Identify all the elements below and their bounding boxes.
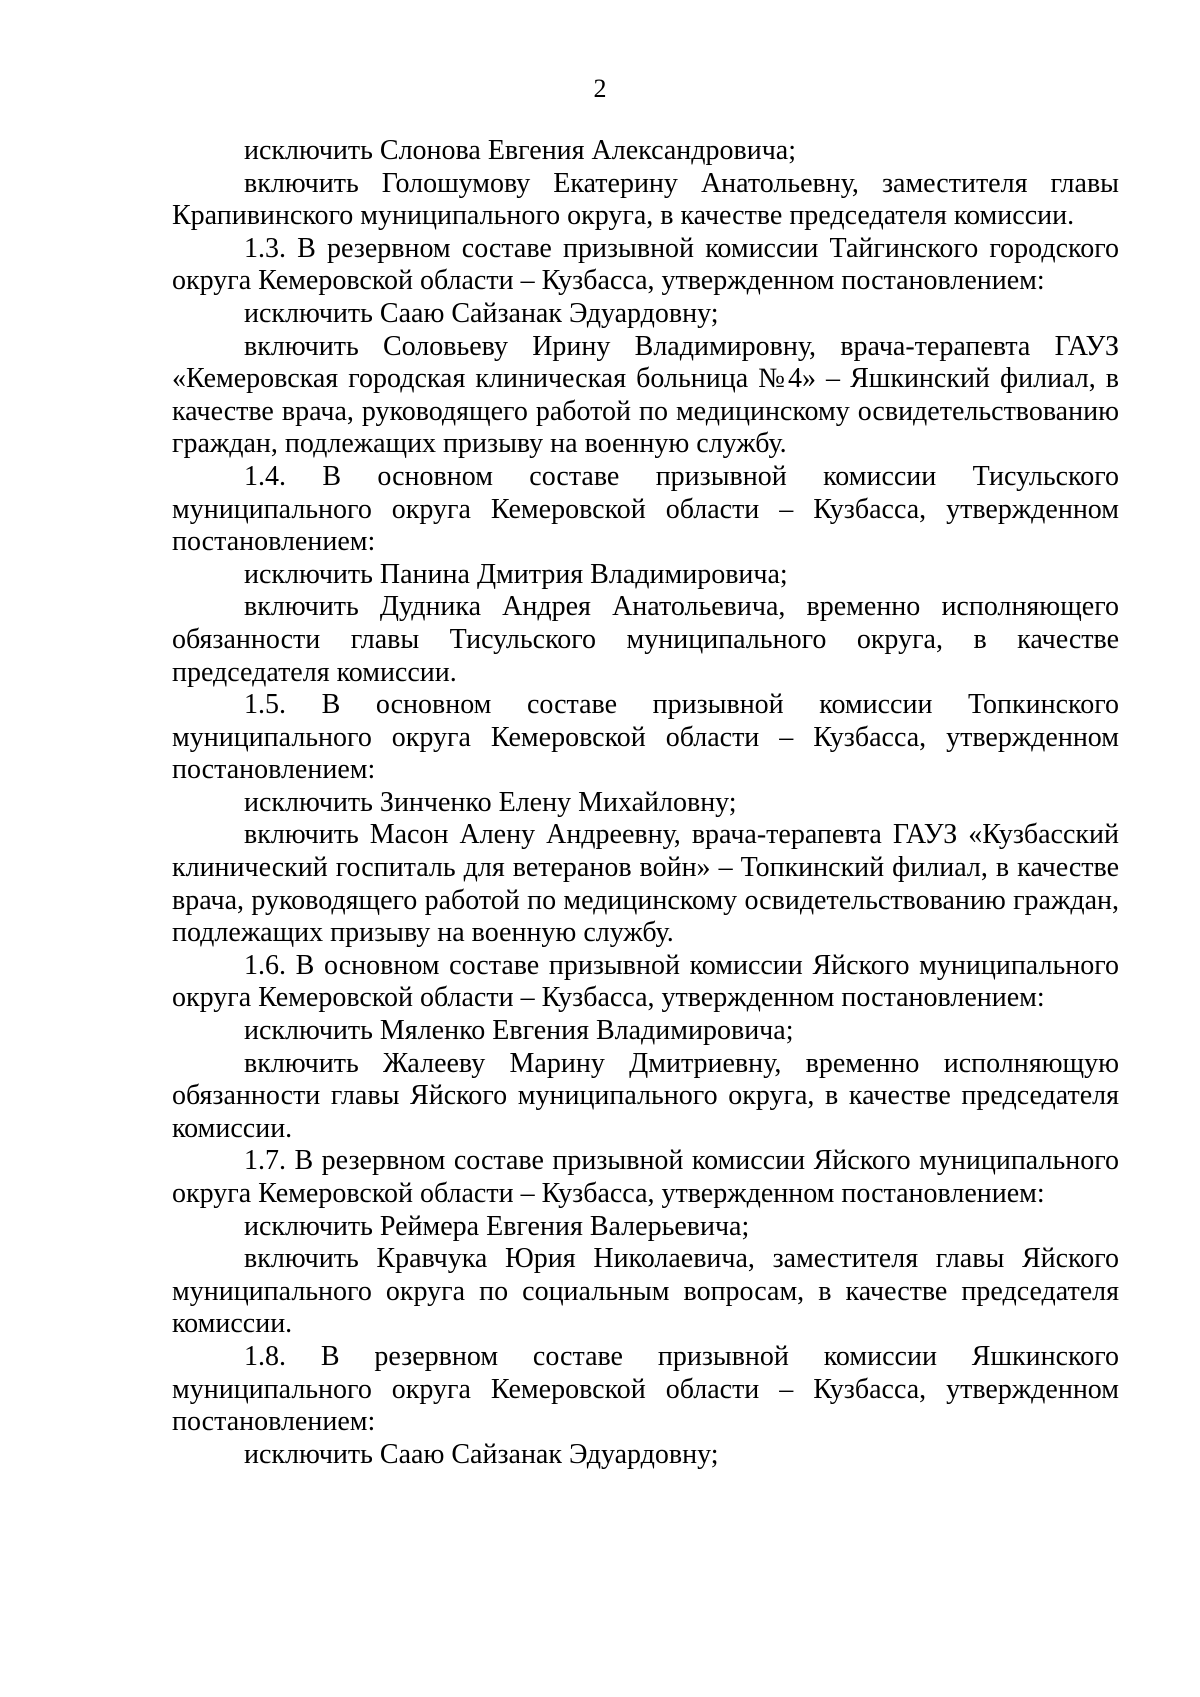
paragraph-include-goloshumova: включить Голошумову Екатерину Анатольевну, заместителя главы Крапивинского муниципального округа, в качестве председателя комиссии.: [172, 167, 1119, 232]
paragraph-include-dudnik: включить Дудника Андрея Анатольевича, временно исполняющего обязанности главы Тисульского муниципального округа, в качестве председателя комиссии.: [172, 591, 1119, 688]
document-body: [172, 135, 1119, 1471]
paragraph-exclude-panin: исключить Панина Дмитрия Владимировича;: [244, 558, 788, 590]
paragraph-item-1-4: 1.4. В основном составе призывной комиссии Тисульского муниципального округа Кемеровской области – Кузбасса, утвержденном постановлением:: [172, 460, 1119, 558]
paragraph-item-1-5: 1.5. В основном составе призывной комиссии Топкинского муниципального округа Кемеровской области – Кузбасса, утвержденном постановлением:: [172, 689, 1119, 786]
paragraph-item-1-7: 1.7. В резервном составе призывной комиссии Яйского муниципального округа Кемеровской области – Кузбасса, утвержденном постановлением:: [172, 1145, 1119, 1209]
paragraph-exclude-saaya: исключить Сааю Сайзанак Эдуардовну;: [244, 297, 719, 329]
paragraph-include-mason: включить Масон Алену Андреевну, врача-терапевта ГАУЗ «Кузбасский клинический госпиталь для ветеранов войн» – Топкинский филиал, в качестве врача, руководящего работой по медицинскому освидетельствованию граждан, подлежащих призыву на военную службу.: [172, 819, 1119, 949]
paragraph-include-kravchuk: включить Кравчука Юрия Николаевича, заместителя главы Яйского муниципального округа по социальным вопросам, в качестве председателя комиссии.: [172, 1243, 1119, 1340]
paragraph-include-zhaleeva: включить Жалееву Марину Дмитриевну, временно исполняющую обязанности главы Яйского муниципального округа, в качестве председателя комиссии.: [172, 1047, 1119, 1144]
paragraph-exclude-saaya-2: исключить Сааю Сайзанак Эдуардовну;: [244, 1438, 719, 1470]
paragraph-exclude-reimer: исключить Реймера Евгения Валерьевича;: [244, 1210, 750, 1242]
paragraph-item-1-3: 1.3. В резервном составе призывной комиссии Тайгинского городского округа Кемеровской области – Кузбасса, утвержденном постановлением:: [172, 232, 1119, 297]
paragraph-include-solovyeva: включить Соловьеву Ирину Владимировну, врача-терапевта ГАУЗ «Кемеровская городская клиническая больница №4» – Яшкинский филиал, в качестве врача, руководящего работой по медицинскому освидетельствованию граждан, подлежащих призыву на военную службу.: [172, 330, 1119, 460]
paragraph-exclude-zinchenko: исключить Зинченко Елену Михайловну;: [244, 786, 737, 818]
paragraph-exclude-slonov: исключить Слонова Евгения Александровича;: [244, 135, 796, 166]
paragraph-item-1-8: 1.8. В резервном составе призывной комиссии Яшкинского муниципального округа Кемеровской области – Кузбасса, утвержденном постановлением:: [172, 1340, 1119, 1438]
paragraph-exclude-myalenko: исключить Мяленко Евгения Владимировича;: [244, 1015, 794, 1047]
paragraph-item-1-6: 1.6. В основном составе призывной комиссии Яйского муниципального округа Кемеровской области – Кузбасса, утвержденном постановлением:: [172, 949, 1119, 1014]
page-number: 2: [593, 74, 607, 103]
